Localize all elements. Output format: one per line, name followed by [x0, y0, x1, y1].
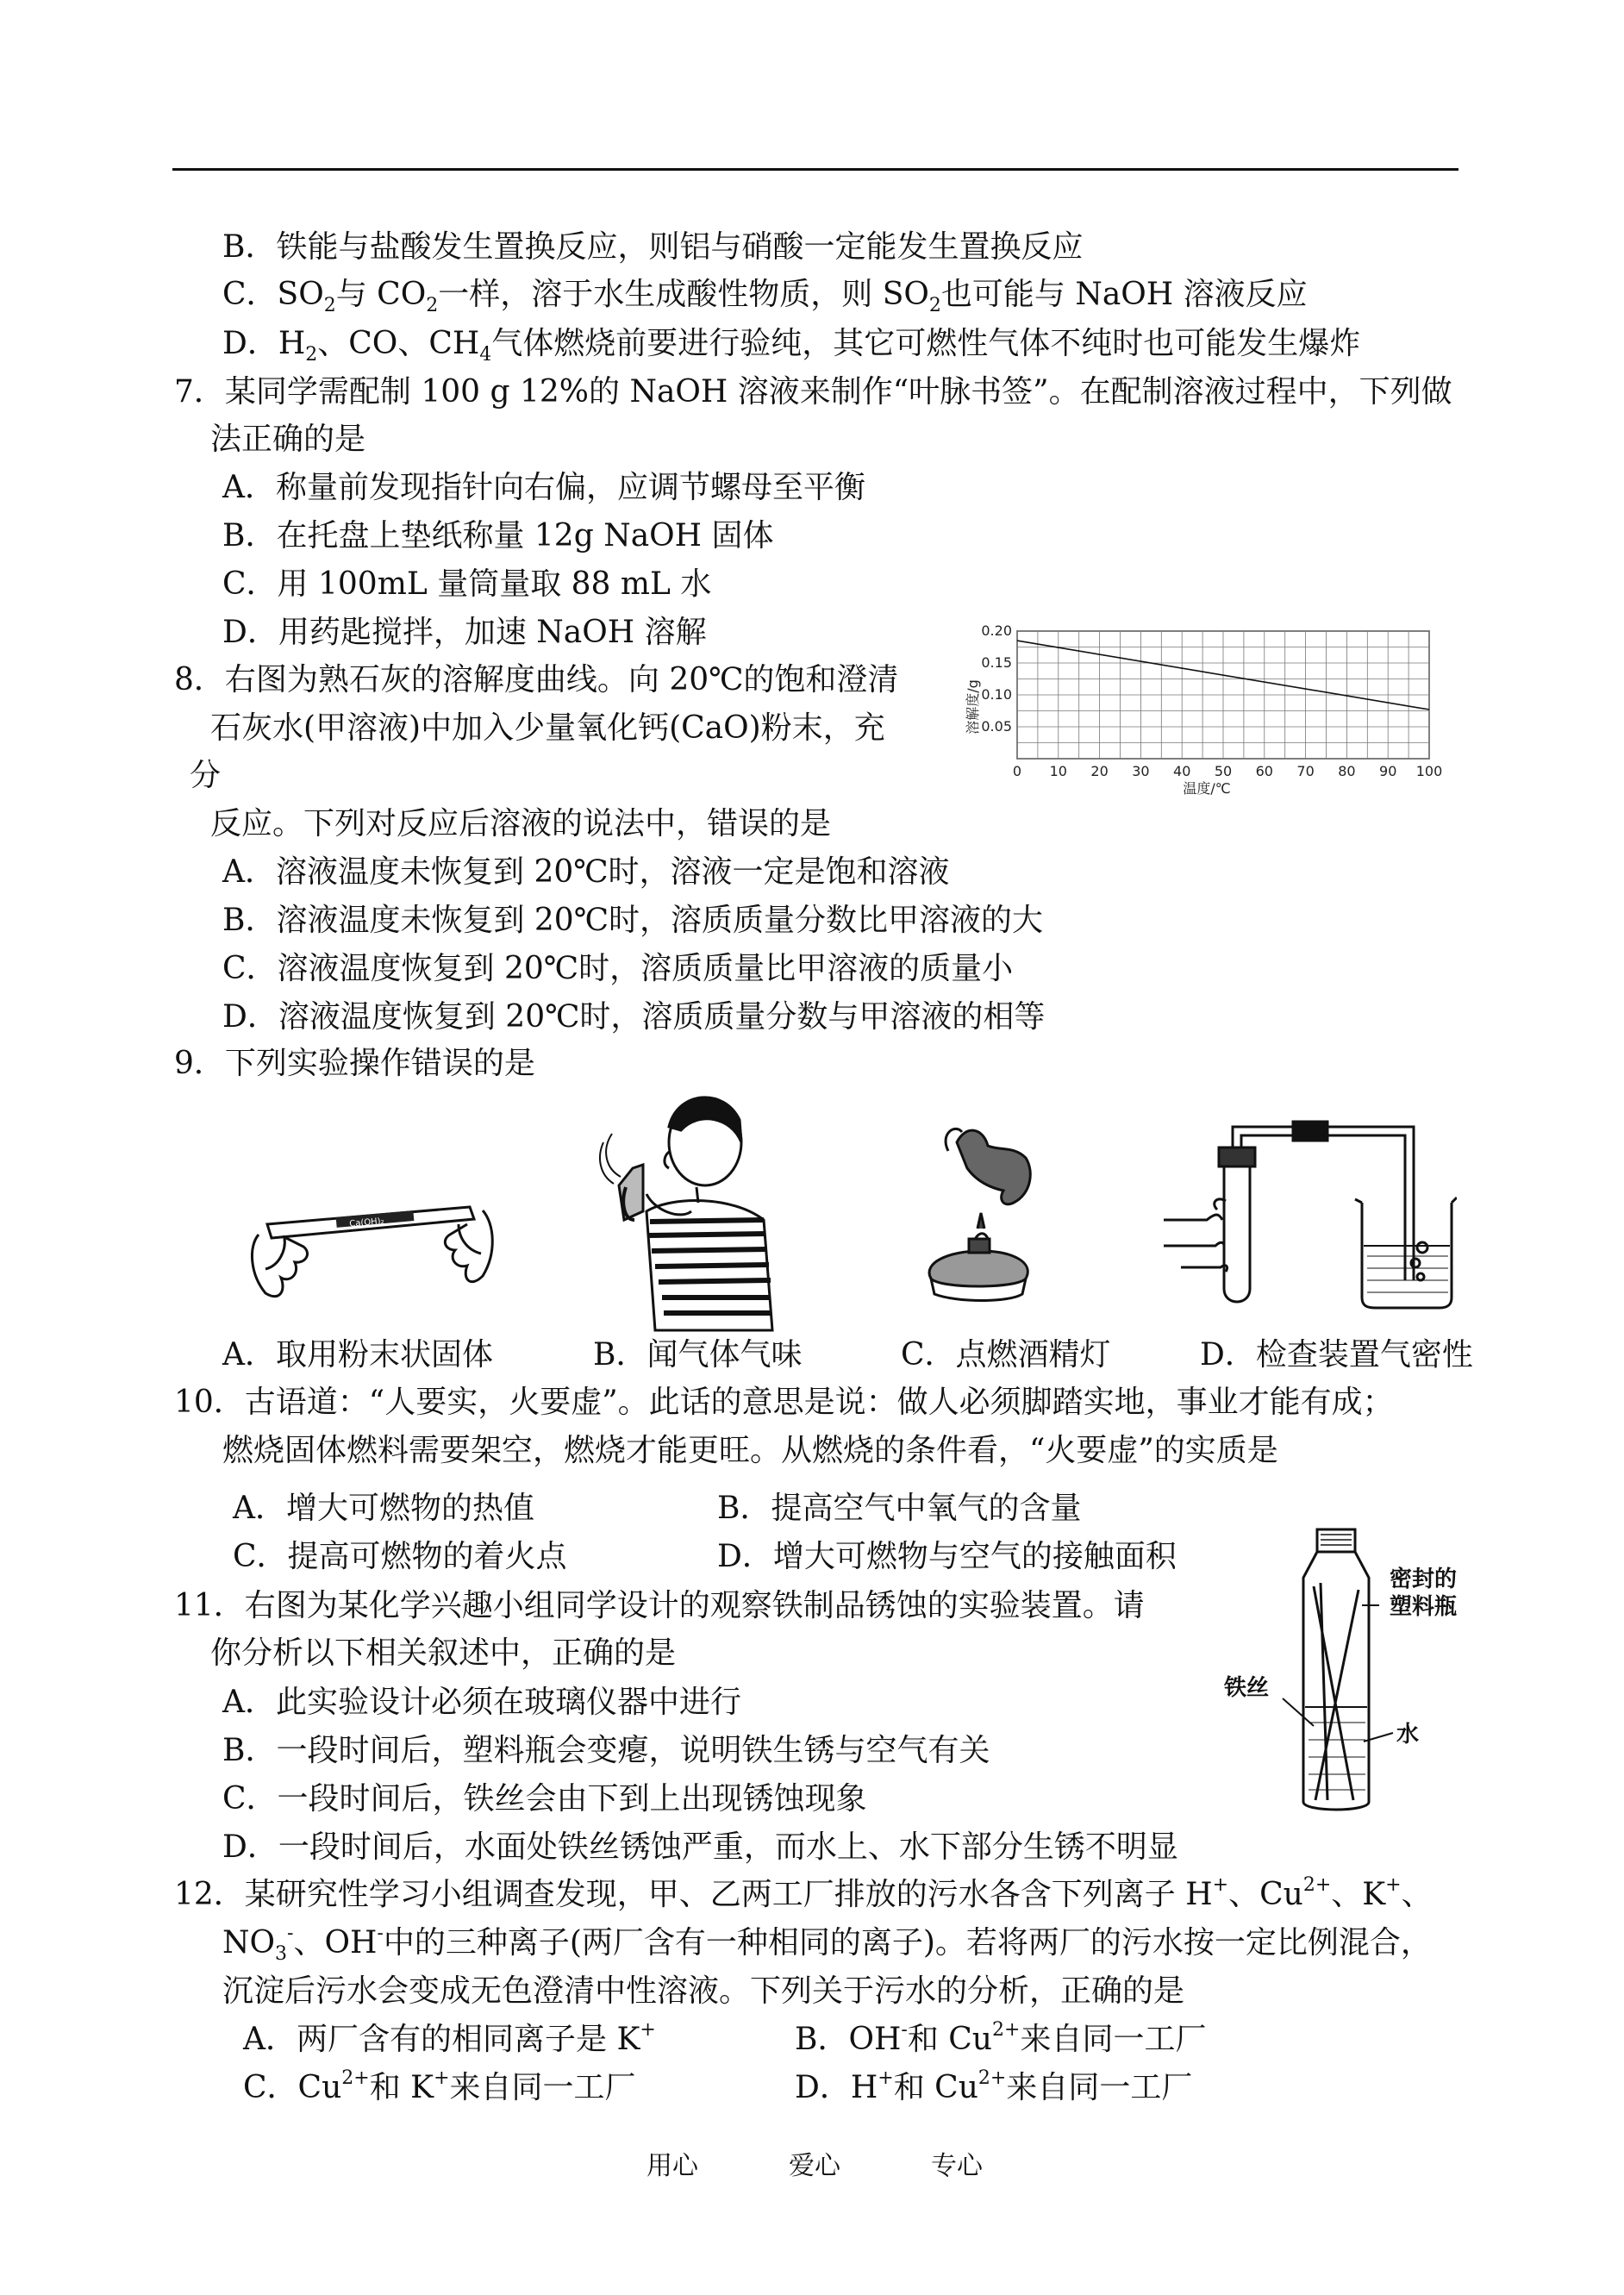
figure-c-light-lamp: [905, 1116, 1043, 1306]
label-sealed-line2: 塑料瓶: [1390, 1594, 1458, 1620]
chart-xtick-label: 40: [1173, 763, 1191, 779]
q11-stem-line1: 11．右图为某化学兴趣小组同学设计的观察铁制品锈蚀的实验装置。请: [174, 1588, 1145, 1623]
chart-xtick-label: 0: [1012, 763, 1022, 779]
q7-option-d: D．用药匙搅拌，加速 NaOH 溶解: [222, 615, 707, 650]
q7-stem-line1: 7．某同学需配制 100 g 12%的 NaOH 溶液来制作“叶脉书签”。在配制溶液过程中，下列做: [174, 374, 1452, 410]
chart-ytick-label: 0.20: [981, 622, 1012, 639]
label-sealed-line1: 密封的: [1390, 1566, 1458, 1592]
q8-option-c: C．溶液温度恢复到 20℃时，溶质质量比甲溶液的质量小: [222, 951, 1014, 986]
q10-stem-line1: 10．古语道：“人要实，火要虚”。此话的意思是说：做人必须脚踏实地，事业才能有成；: [174, 1385, 1394, 1420]
q12-stem-line2: $NO_3^-$、OH-中的三种离子(两厂含有一种相同的离子)。若将两厂的污水按一定比例混合，: [222, 1923, 1432, 1965]
q7-option-a: A．称量前发现指针向右偏，应调节螺母至平衡: [222, 470, 865, 505]
chart-xtick-label: 50: [1214, 763, 1233, 779]
chart-ytick-label: 0.10: [981, 686, 1012, 703]
chart-grid: [1017, 631, 1429, 759]
chart-xtick-label: 90: [1379, 763, 1397, 779]
chart-xlabel: 温度/℃: [1183, 780, 1231, 797]
q8-stem-line2: 石灰水(甲溶液)中加入少量氧化钙(CaO)粉末，充: [210, 710, 885, 746]
label-sealed-bottle: [1390, 1566, 1457, 1620]
figure-b-smell-gas: [595, 1082, 776, 1332]
q6-option-b: B．铁能与盐酸发生置换反应，则铝与硝酸一定能发生置换反应: [222, 229, 1084, 265]
q9-option-b: B．闻气体气味: [593, 1337, 803, 1373]
q11-option-c: C．一段时间后，铁丝会由下到上出现锈蚀现象: [222, 1781, 867, 1817]
figure-a-powder-tube: [241, 1164, 500, 1319]
q9-option-d: D．检查装置气密性: [1200, 1337, 1473, 1373]
figure-d-airtight-check: [1164, 1116, 1457, 1315]
q11-option-a: A．此实验设计必须在玻璃仪器中进行: [222, 1685, 741, 1720]
q8-option-b: B．溶液温度未恢复到 20℃时，溶质质量分数比甲溶液的大: [222, 903, 1043, 938]
q10-option-a: A．增大可燃物的热值: [233, 1491, 534, 1526]
chart-ylabel: 溶解度/g: [965, 679, 981, 735]
figure-11-bottle: [1224, 1526, 1465, 1819]
q11-option-b: B．一段时间后，塑料瓶会变瘪，说明铁生锈与空气有关: [222, 1733, 990, 1768]
q12-option-c: C．$Cu^{2+}$和 K+来自同一工厂: [243, 2067, 636, 2105]
tube-label: Ca(OH)₂: [348, 1216, 385, 1229]
chart-ytick-label: 0.15: [981, 654, 1012, 671]
q9-option-a: A．取用粉末状固体: [222, 1337, 493, 1373]
footer-yongxin: 用心: [646, 2151, 698, 2181]
footer-aixin: 爱心: [789, 2151, 840, 2181]
q12-option-d: D．H+和 $Cu^{2+}$来自同一工厂: [795, 2067, 1193, 2105]
chart-xtick-label: 20: [1090, 763, 1109, 779]
chart-xtick-label: 60: [1255, 763, 1273, 779]
q6-option-c: C．$SO_2$与 $CO_2$一样，溶于水生成酸性物质，则 $SO_2$也可能与 NaOH 溶液反应: [222, 277, 1308, 316]
chart-xtick-label: 100: [1415, 763, 1443, 779]
q8-option-d: D．溶液温度恢复到 20℃时，溶质质量分数与甲溶液的相等: [222, 999, 1046, 1035]
q12-stem-line1: 12．某研究性学习小组调查发现，甲、乙两工厂排放的污水各含下列离子 H+、$Cu^{2+}$、K+、: [174, 1874, 1433, 1912]
q8-option-a: A．溶液温度未恢复到 20℃时，溶液一定是饱和溶液: [222, 854, 950, 890]
q8-stem-line1: 8．右图为熟石灰的溶解度曲线。向 20℃的饱和澄清: [174, 662, 899, 697]
footer-zhuanxin: 专心: [931, 2151, 983, 2181]
chart-xtick-label: 30: [1132, 763, 1150, 779]
chart-ytick-label: 0.05: [981, 718, 1012, 735]
q10-stem-line2: 燃烧固体燃料需要架空，燃烧才能更旺。从燃烧的条件看，“火要虚”的实质是: [222, 1433, 1278, 1468]
chart-xtick-label: 10: [1049, 763, 1067, 779]
q8-stem-line3: 分: [190, 758, 222, 793]
q9-option-c: C．点燃酒精灯: [901, 1337, 1111, 1373]
q11-stem-line2: 你分析以下相关叙述中，正确的是: [210, 1635, 677, 1671]
q11-option-d: D．一段时间后，水面处铁丝锈蚀严重，而水上、水下部分生锈不明显: [222, 1829, 1178, 1865]
q7-option-b: B．在托盘上垫纸称量 12g NaOH 固体: [222, 518, 774, 553]
q12-stem-line3: 沉淀后污水会变成无色澄清中性溶液。下列关于污水的分析，正确的是: [222, 1973, 1185, 2009]
label-iron-wire: 铁丝: [1224, 1675, 1270, 1701]
q12-option-b: B．OH-和 $Cu^{2+}$来自同一工厂: [795, 2019, 1207, 2057]
q7-stem-line2: 法正确的是: [210, 422, 366, 457]
q12-option-a: A．两厂含有的相同离子是 K+: [243, 2019, 656, 2057]
q10-option-d: D．增大可燃物与空气的接触面积: [717, 1539, 1177, 1574]
header-rule: [172, 168, 1458, 171]
q10-option-b: B．提高空气中氧气的含量: [717, 1491, 1082, 1526]
chart-xtick-label: 80: [1338, 763, 1356, 779]
q7-option-c: C．用 100mL 量筒量取 88 mL 水: [222, 566, 712, 602]
q10-option-c: C．提高可燃物的着火点: [233, 1539, 567, 1574]
q9-stem: 9．下列实验操作错误的是: [174, 1046, 535, 1081]
label-water: 水: [1396, 1722, 1420, 1748]
q8-stem-line4: 反应。下列对反应后溶液的说法中，错误的是: [210, 806, 832, 841]
solubility-chart: [957, 621, 1448, 797]
chart-xtick-label: 70: [1296, 763, 1315, 779]
q6-option-d: D．$H_2$、CO、$CH_4$气体燃烧前要进行验纯，其它可燃性气体不纯时也可能发生爆炸: [222, 326, 1361, 366]
